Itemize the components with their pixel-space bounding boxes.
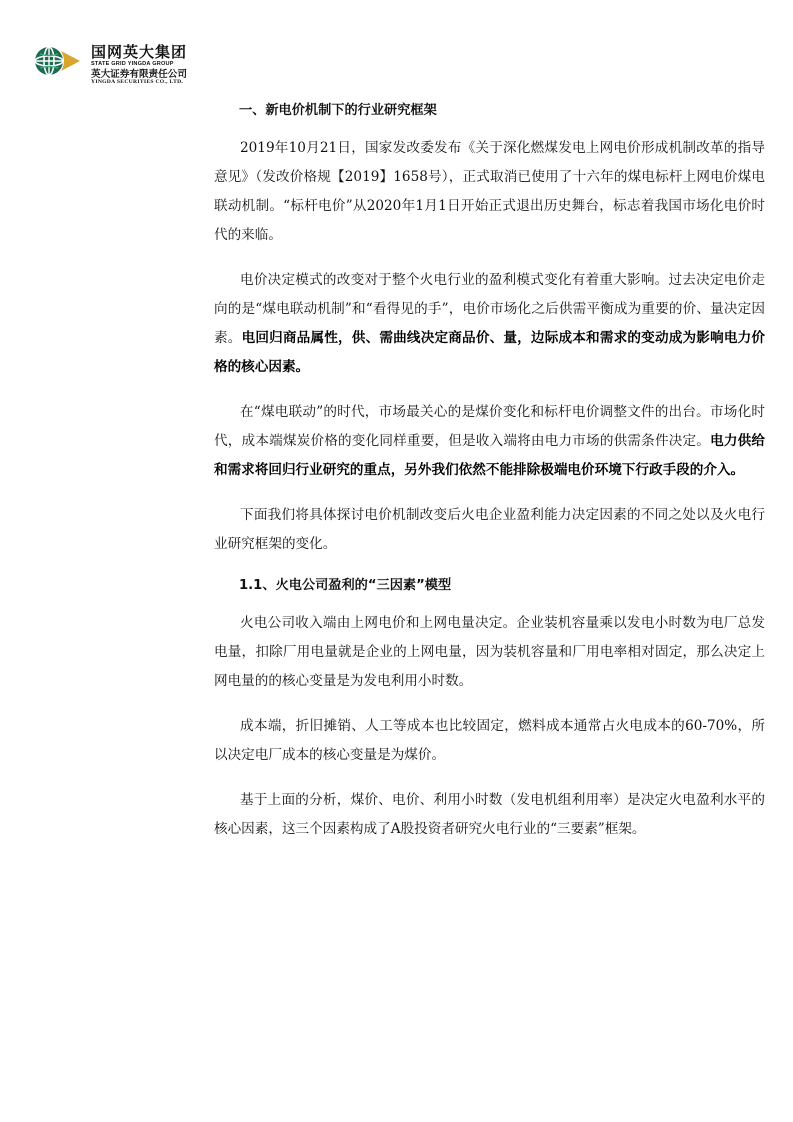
paragraph-framework-intro: 下面我们将具体探讨电价机制改变后火电企业盈利能力决定因素的不同之处以及火电行业研究框架的变化。 [214, 507, 765, 552]
logo-group-name-en: STATE GRID YINGDA GROUP [91, 61, 174, 67]
paragraph-cost-side: 成本端，折旧摊销、人工等成本也比较固定，燃料成本通常占火电成本的60-70%，所以决定电厂成本的核心变量是为煤价。 [214, 718, 765, 763]
paragraph-text: 在“煤电联动”的时代，市场最关心的是煤价变化和标杆电价调整文件的出台。市场化时代，成本端煤炭价格的变化同样重要，但是收入端将由电力市场的供需条件决定。 [214, 404, 765, 449]
paragraph-pricing-mode-change [214, 266, 765, 382]
paragraph-market-era [214, 398, 765, 485]
logo-group-name-cn: 国网英大集团 [91, 43, 188, 61]
paragraph-emphasis: 电力供给和需求将回归行业研究的重点，另外我们依然不能排除极端电价环境下行政手段的介入。 [214, 433, 766, 478]
paragraph-revenue-side: 火电公司收入端由上网电价和上网电量决定。企业装机容量乘以发电小时数为电厂总发电量，扣除厂用电量就是企业的上网电量，因为装机容量和厂用电率相对固定，那么决定上网电量的的核心变量是为发电利用小时数。 [214, 615, 765, 689]
subsection-heading: 1.1、火电公司盈利的“三因素”模型 [239, 578, 452, 593]
paragraph-three-factors: 基于上面的分析，煤价、电价、利用小时数（发电机组利用率）是决定火电盈利水平的核心因素，这三个因素构成了A股投资者研究火电行业的“三要素”框架。 [214, 792, 765, 837]
logo-company-name-en: YINGDA SECURITIES CO., LTD. [91, 79, 184, 86]
logo-company-name-cn: 英大证券有限责任公司 [91, 68, 187, 80]
paragraph-emphasis: 电回归商品属性，供、需曲线决定商品价、量，边际成本和需求的变动成为影响电力价格的核心因素。 [214, 330, 766, 375]
state-grid-globe-icon [34, 45, 82, 77]
company-logo [34, 45, 234, 95]
document-body [214, 100, 765, 860]
section-heading: 一、新电价机制下的行业研究框架 [239, 103, 437, 118]
paragraph-text: 电价决定模式的改变对于整个火电行业的盈利模式变化有着重大影响。过去决定电价走向的是“煤电联动机制”和“看得见的手”，电价市场化之后供需平衡成为重要的价、量决定因素。 [214, 272, 765, 346]
paragraph-policy-release: 2019年10月21日，国家发改委发布《关于深化燃煤发电上网电价形成机制改革的指导意见》（发改价格规【2019】1658号），正式取消已使用了十六年的煤电标杆上网电价煤电联动机制。“标杆电价”从2020年1月1日开始正式退出历史舞台，标志着我国市场化电价时代的来临。 [214, 140, 765, 243]
logo-text-block [91, 45, 241, 86]
